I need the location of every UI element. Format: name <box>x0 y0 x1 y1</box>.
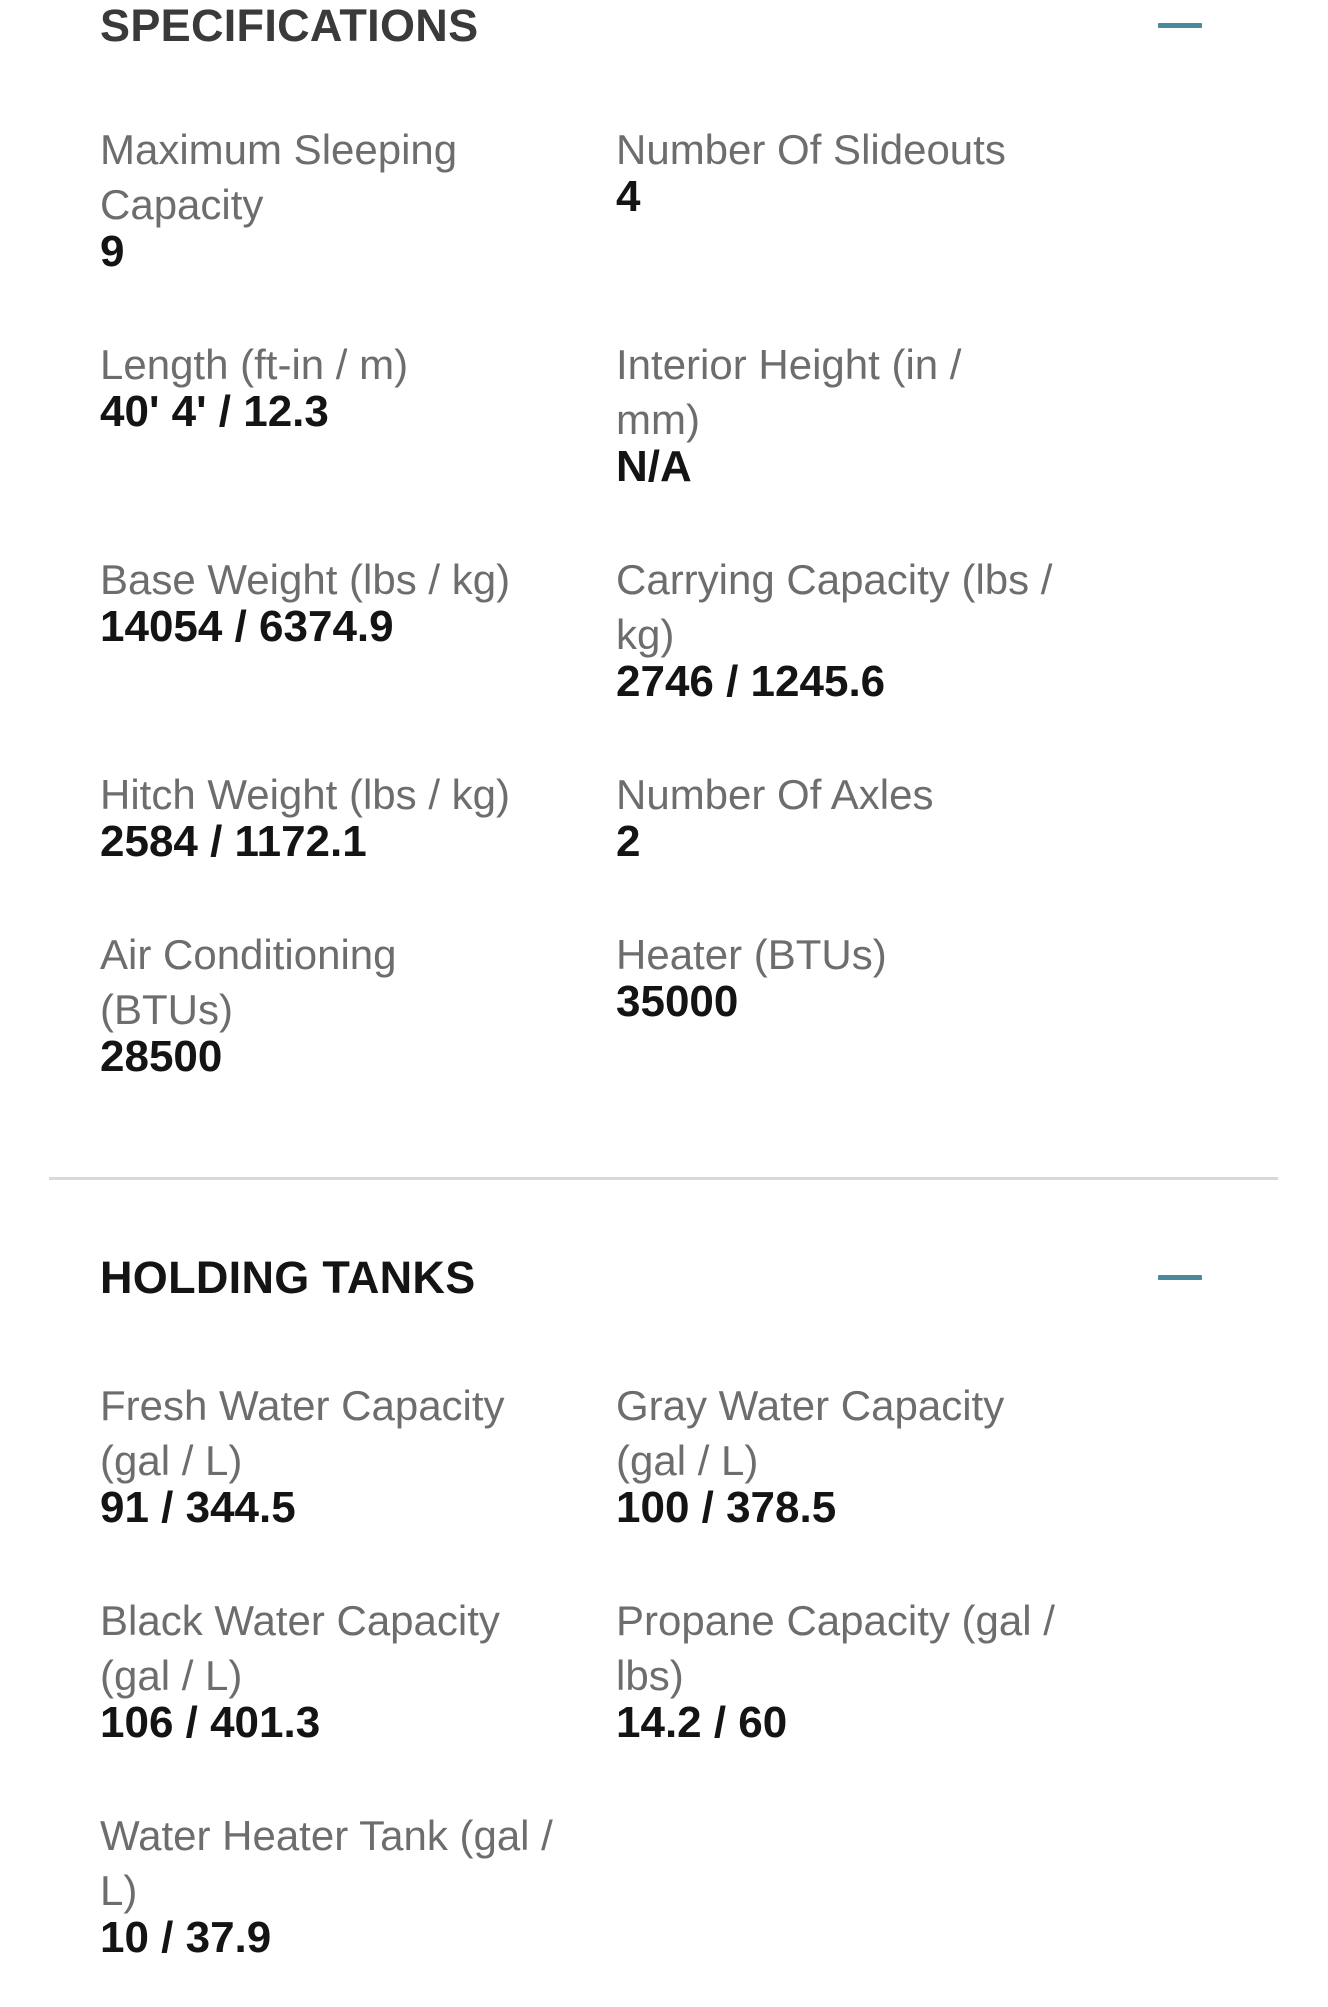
spec-label: Number Of Axles <box>616 771 934 818</box>
spec-item-number-of-slideouts <box>616 122 1096 221</box>
spec-item-max-sleeping-capacity <box>100 122 580 276</box>
spec-label: Gray Water Capacity (gal / L) <box>616 1382 1005 1484</box>
spec-label: Base Weight (lbs / kg) <box>100 556 511 603</box>
specifications-title: SPECIFICATIONS <box>100 0 479 51</box>
spec-item-water-heater-tank <box>100 1808 580 1962</box>
holding-tanks-header[interactable] <box>0 1242 1328 1303</box>
minus-icon <box>1158 1275 1202 1280</box>
spec-item-black-water <box>100 1593 540 1747</box>
spec-label: Black Water Capacity (gal / L) <box>100 1597 500 1699</box>
specifications-collapse-button[interactable] <box>1158 18 1202 34</box>
spec-label: Air Conditioning (BTUs) <box>100 931 397 1033</box>
holding-tanks-title: HOLDING TANKS <box>100 1252 476 1303</box>
spec-value: 35000 <box>616 977 739 1026</box>
spec-label: Number Of Slideouts <box>616 126 1006 173</box>
spec-item-fresh-water <box>100 1378 540 1532</box>
spec-item-base-weight <box>100 552 580 651</box>
spec-label: Length (ft-in / m) <box>100 341 409 388</box>
holding-tanks-section <box>0 1242 1328 1962</box>
spec-value: 2 <box>616 817 641 866</box>
spec-value: 4 <box>616 172 641 221</box>
spec-value: 28500 <box>100 1032 223 1081</box>
spec-item-carrying-capacity <box>616 552 1086 706</box>
spec-label: Carrying Capacity (lbs / kg) <box>616 556 1053 658</box>
minus-icon <box>1158 23 1202 28</box>
spec-value: 10 / 37.9 <box>100 1913 272 1962</box>
spec-label: Propane Capacity (gal / lbs) <box>616 1597 1055 1699</box>
spec-label: Interior Height (in / mm) <box>616 341 962 443</box>
specifications-header[interactable] <box>0 0 1328 54</box>
spec-item-gray-water <box>616 1378 1056 1532</box>
spec-label: Fresh Water Capacity (gal / L) <box>100 1382 505 1484</box>
spec-value: 14.2 / 60 <box>616 1698 788 1747</box>
spec-item-air-conditioning <box>100 927 580 1081</box>
spec-item-number-of-axles <box>616 767 1096 866</box>
holding-tanks-collapse-button[interactable] <box>1158 1270 1202 1286</box>
spec-label: Heater (BTUs) <box>616 931 887 978</box>
spec-value: 40' 4' / 12.3 <box>100 387 329 436</box>
spec-item-hitch-weight <box>100 767 580 866</box>
spec-item-heater <box>616 927 1096 1026</box>
spec-value: 14054 / 6374.9 <box>100 602 394 651</box>
spec-value: 2746 / 1245.6 <box>616 657 886 706</box>
spec-value: 106 / 401.3 <box>100 1698 321 1747</box>
section-divider <box>49 1177 1278 1180</box>
spec-label: Hitch Weight (lbs / kg) <box>100 771 511 818</box>
spec-item-interior-height <box>616 337 1026 491</box>
spec-value: 100 / 378.5 <box>616 1483 837 1532</box>
spec-value: N/A <box>616 442 692 491</box>
spec-item-length <box>100 337 580 436</box>
spec-value: 9 <box>100 227 125 276</box>
spec-item-propane <box>616 1593 1086 1747</box>
spec-label: Water Heater Tank (gal / L) <box>100 1812 553 1914</box>
spec-value: 91 / 344.5 <box>100 1483 296 1532</box>
spec-label: Maximum Sleeping Capacity <box>100 126 458 228</box>
spec-value: 2584 / 1172.1 <box>100 817 367 866</box>
